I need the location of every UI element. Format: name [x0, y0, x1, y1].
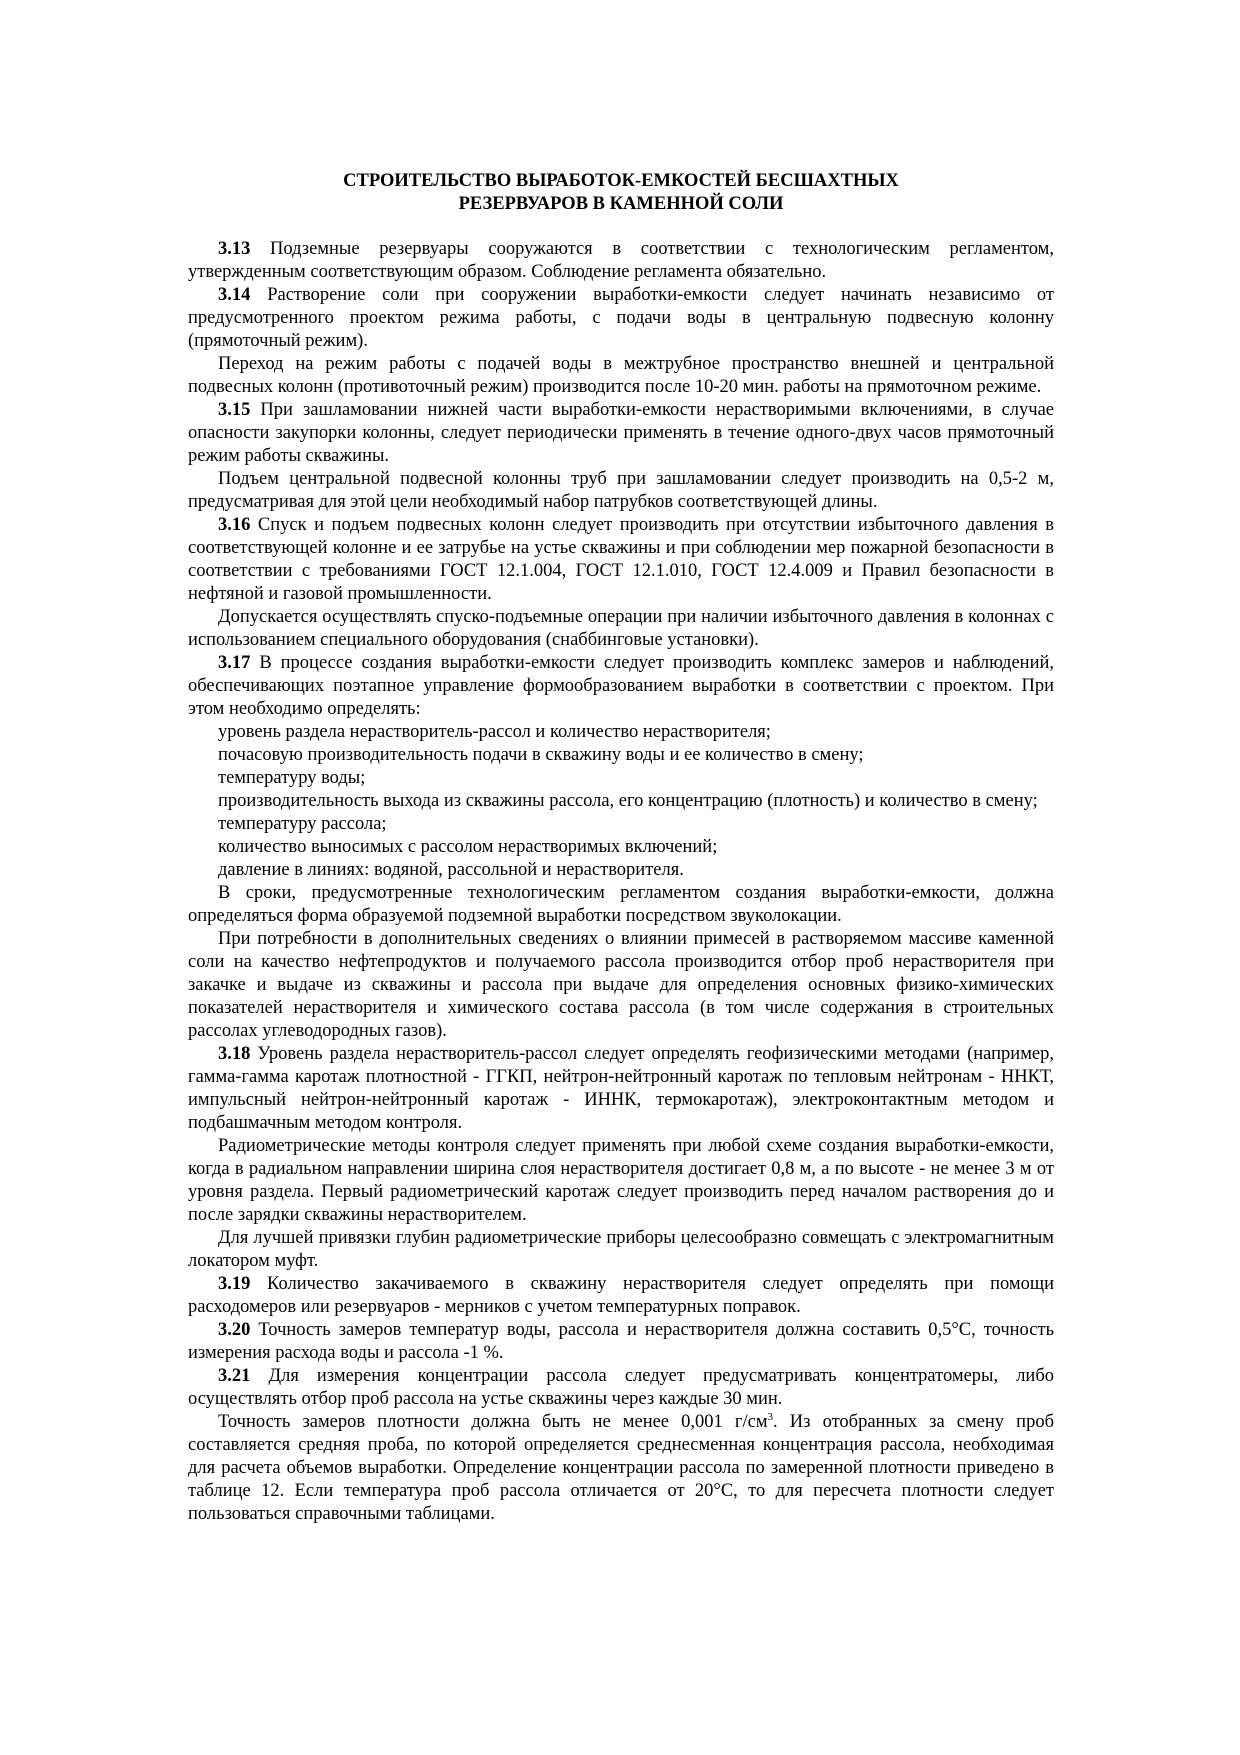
paragraph [188, 1135, 1054, 1227]
paragraph-text: Для измерения концентрации рассола следует предусматривать концентратомеры, либо осуществлять отбор проб рассола на устье скважины через каждые 30 мин. [188, 1366, 1054, 1409]
paragraph-text: При зашламовании нижней части выработки-емкости нерастворимыми включениями, в случае опасности закупорки колонны, следует периодически применять в течение одного-двух часов прямоточный режим работы скважины. [188, 400, 1054, 466]
paragraph [188, 859, 1054, 882]
paragraph [188, 468, 1054, 514]
document-page [188, 170, 1054, 1526]
paragraph [188, 1043, 1054, 1135]
paragraph [188, 606, 1054, 652]
section-number: 3.18 [218, 1044, 251, 1064]
cube-superscript: 3 [767, 1410, 774, 1423]
paragraph [188, 353, 1054, 399]
paragraph-text: Подземные резервуары сооружаются в соответствии с технологическим регламентом, утвержденным соответствующим образом. Соблюдение регламента обязательно. [188, 239, 1054, 282]
paragraph-text: Подъем центральной подвесной колонны труб при зашламовании следует производить на 0,5-2 м, предусматривая для этой цели необходимый набор патрубков соответствующей длины. [188, 469, 1054, 512]
paragraph [188, 514, 1054, 606]
paragraph [188, 652, 1054, 721]
paragraph-text: Переход на режим работы с подачей воды в межтрубное пространство внешней и центральной подвесных колонн (противоточный режим) производится после 10-20 мин. работы на прямоточном режиме. [188, 354, 1054, 397]
paragraph-text: Радиометрические методы контроля следует применять при любой схеме создания выработки-емкости, когда в радиальном направлении ширина слоя нерастворителя достигает 0,8 м, а по высоте - не менее 3 м от уровня раздела. Первый радиометрический каротаж следует производить перед началом растворения до и после зарядки скважины нерастворителем. [188, 1136, 1054, 1225]
paragraph-text: Допускается осуществлять спуско-подъемные операции при наличии избыточного давления в колоннах с использованием специального оборудования (снаббинговые установки). [188, 607, 1054, 650]
paragraph-density [188, 1411, 1054, 1526]
paragraph-text: Для лучшей привязки глубин радиометрические приборы целесообразно совмещать с электромагнитным локатором муфт. [188, 1228, 1054, 1271]
section-number: 3.21 [218, 1366, 251, 1386]
paragraph [188, 790, 1054, 813]
section-number: 3.20 [218, 1320, 251, 1340]
paragraph-text: давление в линиях: водяной, рассольной и нерастворителя. [218, 860, 684, 880]
paragraph-text: Количество закачиваемого в скважину нерастворителя следует определять при помощи расходомеров или резервуаров - мерников с учетом температурных поправок. [188, 1274, 1054, 1317]
paragraph [188, 928, 1054, 1043]
paragraph-text: В процессе создания выработки-емкости следует производить комплекс замеров и наблюдений, обеспечивающих поэтапное управление формообразованием выработки в соответствии с проектом. При этом необходимо определять: [188, 653, 1054, 719]
paragraph [188, 1319, 1054, 1365]
paragraph-text: В сроки, предусмотренные технологическим регламентом создания выработки-емкости, должна определяться форма образуемой подземной выработки посредством звуколокации. [188, 883, 1054, 926]
section-number: 3.17 [218, 653, 251, 673]
paragraph [188, 813, 1054, 836]
paragraph [188, 744, 1054, 767]
paragraph [188, 767, 1054, 790]
paragraph-text: почасовую производительность подачи в скважину воды и ее количество в смену; [218, 745, 864, 765]
density-text: Точность замеров плотности должна быть не менее 0,001 г/см [218, 1412, 768, 1432]
page-title [188, 170, 1054, 216]
title-line-2: РЕЗЕРВУАРОВ В КАМЕННОЙ СОЛИ [458, 194, 784, 214]
paragraph [188, 1227, 1054, 1273]
paragraph [188, 238, 1054, 284]
title-line-1: СТРОИТЕЛЬСТВО ВЫРАБОТОК-ЕМКОСТЕЙ БЕСШАХТНЫХ [343, 171, 899, 191]
paragraph [188, 1273, 1054, 1319]
paragraph-text: Уровень раздела нерастворитель-рассол следует определять геофизическими методами (например, гамма-гамма каротаж плотностной - ГГКП, нейтрон-нейтронный каротаж по тепловым нейтронам - ННКТ, импульсный нейтрон-нейтронный каротаж - ИННК, термокаротаж), электроконтактным методом и подбашмачным методом контроля. [188, 1044, 1054, 1133]
paragraph [188, 882, 1054, 928]
paragraph-text: количество выносимых с рассолом нерастворимых включений; [218, 837, 718, 857]
paragraph [188, 836, 1054, 859]
section-number: 3.14 [218, 285, 251, 305]
density-text-rest: . Из отобранных за смену проб составляется средняя проба, по которой определяется среднесменная концентрация рассола, необходимая для расчета объемов выработки. Определение концентрации рассола по замеренной плотности приведено в таблице 12. Если температура проб рассола отличается от 20°С, то для пересчета плотности следует пользоваться справочными таблицами. [188, 1412, 1054, 1524]
paragraph-text: температуру воды; [218, 768, 366, 788]
paragraph [188, 284, 1054, 353]
paragraph-text: температуру рассола; [218, 814, 387, 834]
paragraph-text: При потребности в дополнительных сведениях о влиянии примесей в растворяемом массиве каменной соли на качество нефтепродуктов и получаемого рассола производится отбор проб нерастворителя при закачке и выдаче из скважины и рассола при выдаче для определения основных физико-химических показателей нерастворителя и химического состава рассола (в том числе содержания в строительных рассолах углеводородных газов). [188, 929, 1054, 1041]
paragraph [188, 721, 1054, 744]
paragraph-text: производительность выхода из скважины рассола, его концентрацию (плотность) и количество в смену; [218, 791, 1038, 811]
section-number: 3.19 [218, 1274, 251, 1294]
body-text [188, 238, 1054, 1411]
section-number: 3.16 [218, 515, 251, 535]
section-number: 3.13 [218, 239, 251, 259]
paragraph [188, 399, 1054, 468]
paragraph-text: Точность замеров температур воды, рассола и нерастворителя должна составить 0,5°С, точность измерения расхода воды и рассола -1 %. [188, 1320, 1054, 1363]
paragraph-text: уровень раздела нерастворитель-рассол и количество нерастворителя; [218, 722, 771, 742]
paragraph-text: Спуск и подъем подвесных колонн следует производить при отсутствии избыточного давления в соответствующей колонне и ее затрубье на устье скважины и при соблюдении мер пожарной безопасности в соответствии с требованиями ГОСТ 12.1.004, ГОСТ 12.1.010, ГОСТ 12.4.009 и Правил безопасности в нефтяной и газовой промышленности. [188, 515, 1054, 604]
paragraph [188, 1365, 1054, 1411]
section-number: 3.15 [218, 400, 251, 420]
paragraph-text: Растворение соли при сооружении выработки-емкости следует начинать независимо от предусмотренного проектом режима работы, с подачи воды в центральную подвесную колонну (прямоточный режим). [188, 285, 1054, 351]
